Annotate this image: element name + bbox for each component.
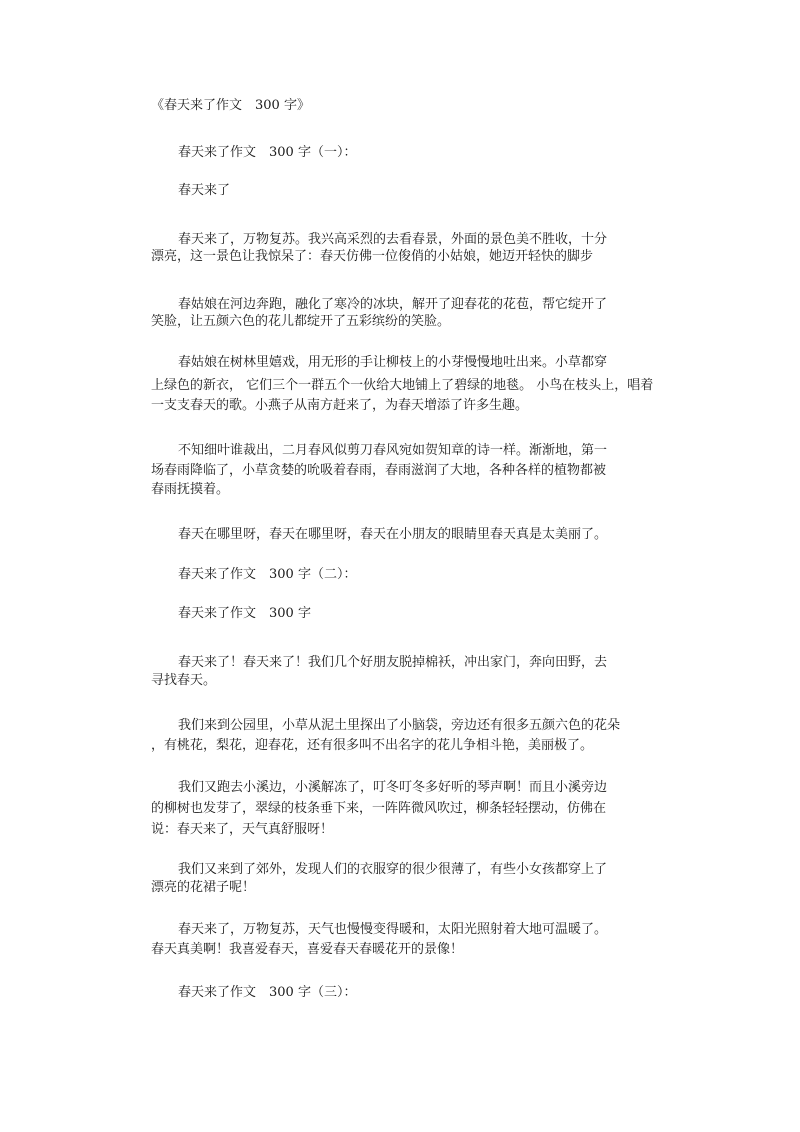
document-title: 《春天来了作文 300 字》 [151,98,310,113]
paragraph-line: 一支支春天的歌。小燕子从南方赶来了，为春天增添了许多生趣。 [151,398,529,413]
paragraph-line: 春天在哪里呀，春天在哪里呀，春天在小朋友的眼睛里春天真是太美丽了。 [178,527,608,542]
paragraph-line: 我们又跑去小溪边，小溪解冻了，叮冬叮冬多好听的琴声啊！而且小溪旁边 [178,780,608,795]
paragraph-line: 我们又来到了郊外，发现人们的衣服穿的很少很薄了，有些小女孩都穿上了 [178,862,608,877]
paragraph-line: 漂亮的花裙子呢！ [151,880,256,895]
section-subtitle: 春天来了 [178,183,231,198]
paragraph-line: 春天来了！春天来了！我们几个好朋友脱掉棉袄，冲出家门，奔向田野，去 [178,655,608,670]
paragraph-line: 不知细叶谁裁出，二月春风似剪刀春风宛如贺知章的诗一样。渐渐地，第一 [178,443,608,458]
paragraph-line: 场春雨降临了，小草贪婪的吮吸着春雨，春雨滋润了大地，各种各样的植物都被 [151,463,607,478]
paragraph-line: 春天来了，万物复苏。我兴高采烈的去看春景，外面的景色美不胜收，十分 [178,232,608,247]
paragraph-line: 春雨抚摸着。 [151,482,230,497]
paragraph-line: 春天来了，万物复苏，天气也慢慢变得暖和，太阳光照射着大地可温暖了。 [178,922,608,937]
paragraph-line: 上绿色的新衣， 它们三个一群五个一伙给大地铺上了碧绿的地毯。 小鸟在枝头上，唱着 [151,378,654,393]
paragraph-line: ，有桃花，梨花，迎春花，还有很多叫不出名字的花儿争相斗艳，美丽极了。 [151,738,594,753]
paragraph-line: 春天真美啊！我喜爱春天，喜爱春天春暖花开的景像！ [151,942,464,957]
paragraph-line: 春姑娘在河边奔跑，融化了寒冷的冰块，解开了迎春花的花苞，帮它绽开了 [178,297,608,312]
paragraph-line: 笑脸，让五颜六色的花儿都绽开了五彩缤纷的笑脸。 [151,314,451,329]
paragraph-line: 春姑娘在树林里嬉戏，用无形的手让柳枝上的小芽慢慢地吐出来。小草都穿 [178,355,608,370]
paragraph-line: 我们来到公园里，小草从泥土里探出了小脑袋，旁边还有很多五颜六色的花朵 [178,718,621,733]
paragraph-line: 的柳树也发芽了，翠绿的枝条垂下来，一阵阵微风吹过，柳条轻轻摆动，仿佛在 [151,801,607,816]
paragraph-line: 寻找春天。 [151,673,217,688]
paragraph-line: 漂亮，这一景色让我惊呆了：春天仿佛一位俊俏的小姑娘，她迈开轻快的脚步 [151,249,594,264]
section-heading: 春天来了作文 300 字（二）： [178,567,357,582]
section-heading: 春天来了作文 300 字（一）： [178,145,357,160]
paragraph-line: 说：春天来了，天气真舒服呀！ [151,822,334,837]
section-subtitle: 春天来了作文 300 字 [178,606,311,621]
section-heading: 春天来了作文 300 字（三）： [178,985,357,1000]
